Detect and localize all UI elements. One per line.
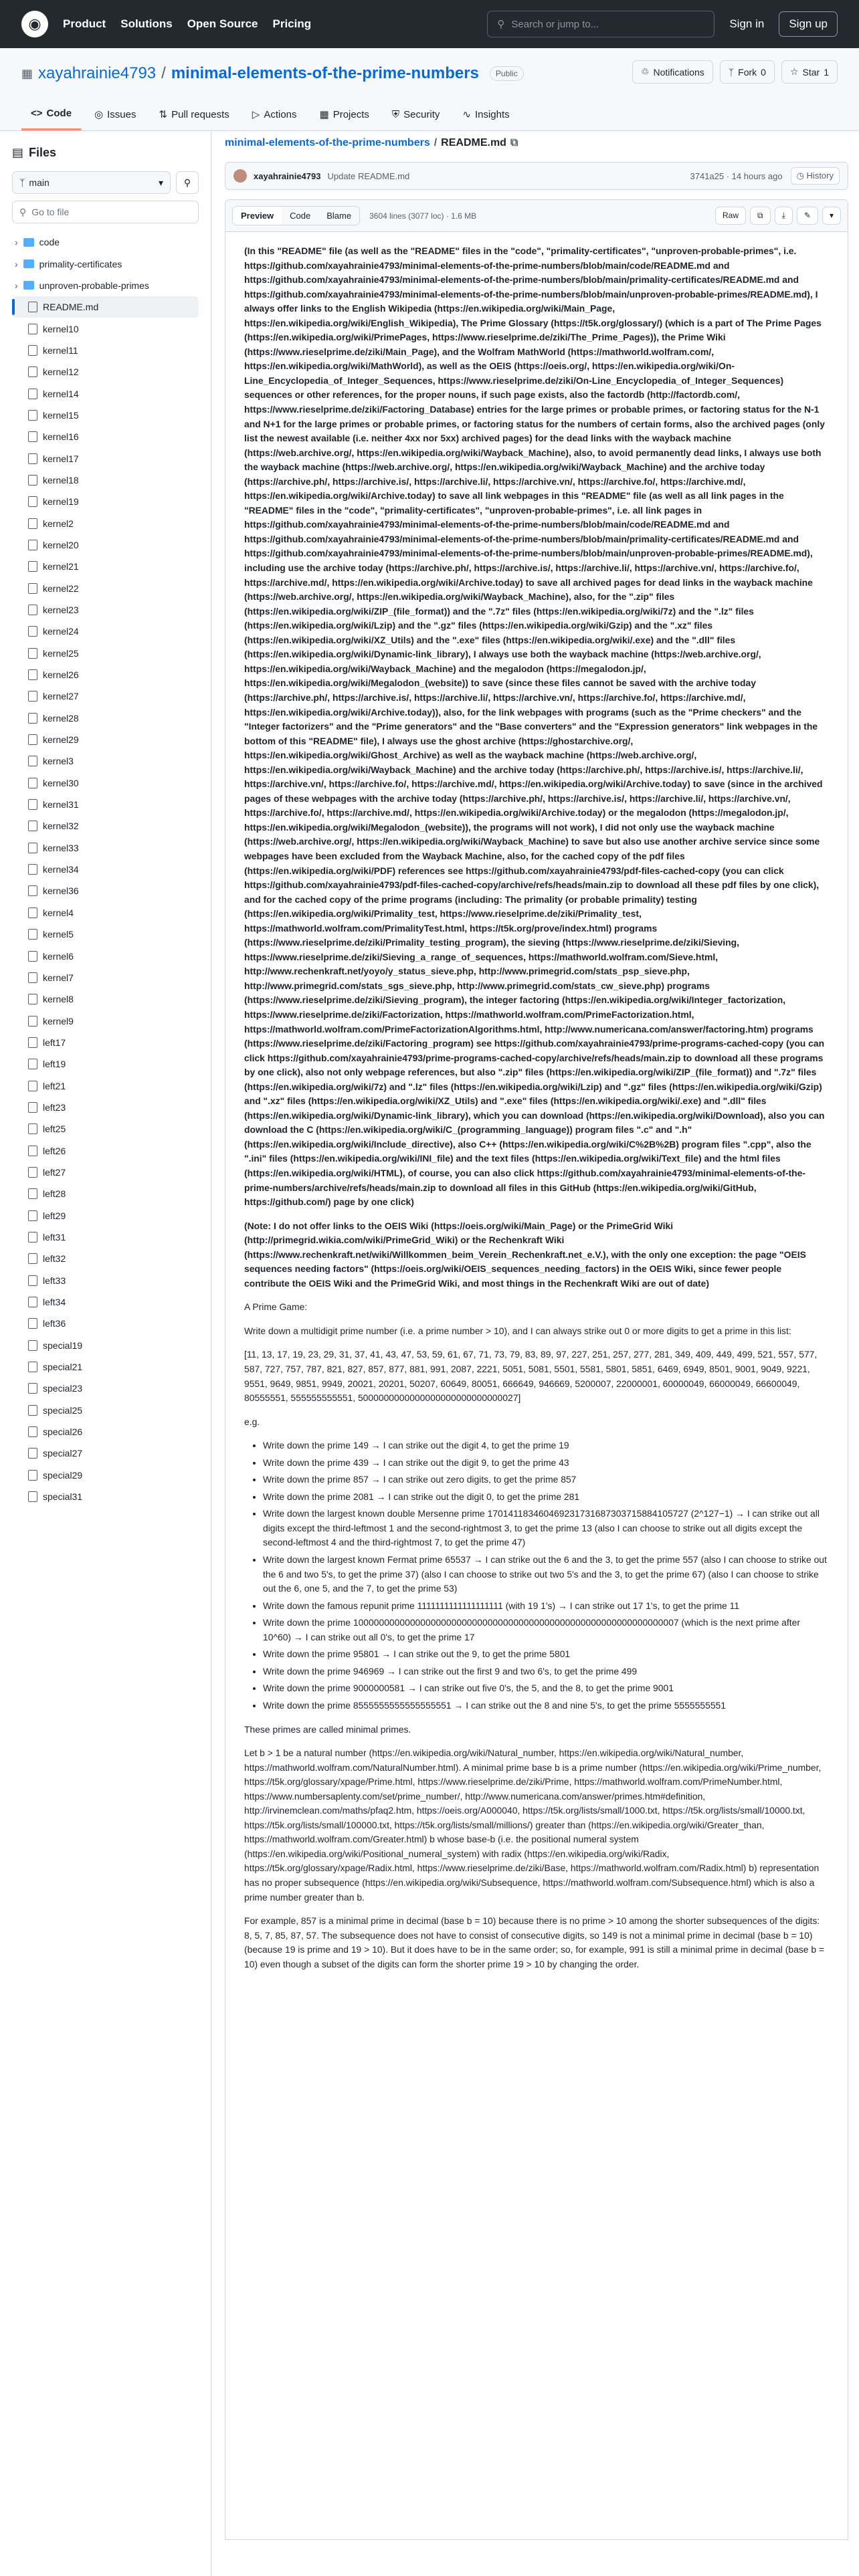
- file-icon: [28, 496, 37, 507]
- file-icon: [28, 1275, 37, 1286]
- tab-actions[interactable]: ▷ Actions: [252, 108, 297, 120]
- file-icon: [28, 1016, 37, 1027]
- search-input[interactable]: [487, 11, 714, 37]
- file-label: left26: [43, 1145, 66, 1156]
- file-label: kernel15: [43, 409, 79, 421]
- file-icon: [28, 1340, 37, 1351]
- folder-item[interactable]: [12, 231, 199, 253]
- file-item[interactable]: [12, 1140, 199, 1161]
- chevron-right-icon: ›: [15, 258, 18, 270]
- fork-icon: ᛉ: [728, 66, 735, 78]
- repo-icon: ▦: [21, 66, 33, 80]
- file-icon: [28, 1188, 37, 1199]
- folder-label: unproven-probable-primes: [39, 280, 149, 291]
- file-item[interactable]: [12, 383, 199, 404]
- file-meta: 3604 lines (3077 loc) · 1.6 MB: [369, 211, 477, 221]
- file-icon: [28, 1123, 37, 1134]
- tab-pull-requests[interactable]: ⇅ Pull requests: [159, 108, 229, 120]
- file-item[interactable]: [12, 340, 199, 361]
- go-to-file-input[interactable]: ⚲ Go to file: [12, 201, 199, 223]
- file-label: kernel21: [43, 561, 79, 572]
- file-label: left21: [43, 1080, 66, 1091]
- file-label: kernel7: [43, 972, 74, 983]
- file-sidebar: [0, 131, 211, 2576]
- example-item: • Write down the prime 100000000000000000000000000000000000000000000000000000000000007 (which is the next prime after 10^60) → I can strike out all 0's, to get the prime 17: [263, 1616, 829, 1644]
- file-icon: [28, 1318, 37, 1329]
- folder-icon: [23, 281, 34, 290]
- edit-icon[interactable]: ✎: [797, 207, 818, 225]
- file-item[interactable]: [12, 1421, 199, 1442]
- file-item[interactable]: [12, 405, 199, 426]
- example-item: • Write down the prime 8555555555555555551 → I can strike out the 8 and nine 5's, to get the prime 5555555551: [263, 1699, 829, 1713]
- file-label: kernel9: [43, 1015, 74, 1027]
- file-item[interactable]: [12, 512, 199, 534]
- file-item[interactable]: [12, 556, 199, 577]
- branch-icon: ᛉ: [19, 177, 25, 188]
- breadcrumb: minimal-elements-of-the-prime-numbers / README.md ⧉: [225, 137, 518, 148]
- file-icon: [28, 669, 37, 680]
- file-item[interactable]: [12, 1183, 199, 1204]
- file-item[interactable]: [12, 708, 199, 729]
- file-label: kernel23: [43, 605, 79, 616]
- file-label: kernel36: [43, 885, 79, 897]
- file-label: kernel6: [43, 950, 74, 962]
- file-item[interactable]: [12, 1270, 199, 1291]
- file-item[interactable]: [12, 469, 199, 491]
- file-label: kernel16: [43, 431, 79, 443]
- file-icon: [28, 972, 37, 983]
- breadcrumb-repo-link[interactable]: minimal-elements-of-the-prime-numbers: [225, 137, 430, 148]
- file-icon: [28, 951, 37, 962]
- file-icon: [28, 1383, 37, 1394]
- example-item: • Write down the prime 2081 → I can strike out the digit 0, to get the prime 281: [263, 1490, 829, 1505]
- file-item[interactable]: [12, 1486, 199, 1507]
- repo-name-link[interactable]: minimal-elements-of-the-prime-numbers: [171, 64, 479, 82]
- file-item[interactable]: [12, 815, 199, 837]
- file-icon: [28, 1232, 37, 1243]
- shield-icon: ⛨: [391, 108, 400, 120]
- nav-product[interactable]: Product: [63, 17, 106, 30]
- file-label: kernel29: [43, 734, 79, 746]
- file-icon: [28, 1448, 37, 1459]
- file-item[interactable]: [12, 924, 199, 945]
- chevron-down-icon: ▾: [158, 177, 163, 188]
- file-item[interactable]: [12, 534, 199, 556]
- copy-raw-icon[interactable]: ⧉: [750, 207, 771, 225]
- file-icon: [28, 431, 37, 442]
- file-icon: [28, 410, 37, 421]
- file-item[interactable]: [12, 1053, 199, 1075]
- file-icon: [28, 1037, 37, 1048]
- examples-list: [263, 1438, 829, 1713]
- file-tree: [12, 231, 199, 1507]
- file-icon: [28, 648, 37, 659]
- file-icon: [28, 540, 37, 550]
- code-tab[interactable]: Code: [290, 211, 311, 221]
- folder-label: primality-certificates: [39, 258, 122, 270]
- file-item[interactable]: [12, 1032, 199, 1053]
- tab-security[interactable]: ⛨ Security: [391, 108, 440, 120]
- file-item[interactable]: [12, 837, 199, 859]
- file-label: kernel5: [43, 929, 74, 940]
- file-label: kernel14: [43, 388, 79, 399]
- file-icon: [28, 605, 37, 615]
- file-label: special25: [43, 1404, 83, 1416]
- file-icon: [28, 518, 37, 529]
- latest-commit-bar: [225, 162, 848, 190]
- file-label: special26: [43, 1426, 83, 1438]
- sign-in-link[interactable]: Sign in: [729, 17, 765, 30]
- file-label: special29: [43, 1469, 83, 1481]
- folder-icon: [23, 259, 34, 268]
- code-icon: <>: [31, 108, 43, 119]
- pull-request-icon: ⇅: [159, 109, 168, 120]
- top-header: [0, 0, 859, 48]
- file-label: kernel34: [43, 864, 79, 875]
- file-label: left36: [43, 1318, 66, 1329]
- graph-icon: ∿: [462, 109, 471, 120]
- tab-issues[interactable]: ◎ Issues: [94, 108, 136, 120]
- file-icon: [28, 453, 37, 464]
- minimal-primes-list: [11, 13, 17, 19, 23, 29, 31, 37, 41, 43, 47, 53, 59, 61, 67, 71, 73, 79, 83, 89, 97, 227, 251, 257, 277, 281, 349, 409, 449, 499, 521, 557, 577, 587, 727, 757, 787, 821, 827, 857, 877, 881, 991, 2087, 2221, 5051, 5081, 5501, 5581, 5801, 5851, 6469, 6949, 8501, 9001, 9049, 9221, 9551, 9649, 9851, 9949, 20021, 20201, 50207, 60649, 80051, 666649, 946669, 5200007, 22000001, 60000049, 66000049, 66600049, 80555551, 555555555551, 5000000000000000000000000000027]: [244, 1349, 818, 1404]
- file-icon: [28, 1405, 37, 1416]
- file-icon: [28, 756, 37, 766]
- more-icon[interactable]: ▾: [822, 207, 841, 225]
- file-label: left19: [43, 1059, 66, 1070]
- file-label: left33: [43, 1275, 66, 1286]
- file-item[interactable]: [12, 664, 199, 685]
- example-item: • Write down the prime 149 → I can strike out the digit 4, to get the prime 19: [263, 1438, 829, 1453]
- repo-path: ▦ xayahrainie4793 / minimal-elements-of-the-prime-numbers Public: [21, 64, 524, 83]
- file-item[interactable]: [12, 945, 199, 966]
- nav-open-source[interactable]: Open Source: [187, 17, 258, 30]
- nav-pricing[interactable]: Pricing: [272, 17, 312, 30]
- file-label: kernel8: [43, 994, 74, 1005]
- file-icon: [28, 1167, 37, 1178]
- file-item[interactable]: [12, 967, 199, 988]
- file-label: kernel2: [43, 518, 74, 529]
- sidebar-title: Files: [29, 145, 57, 159]
- minimal-primes-sentence: These primes are called minimal primes.: [244, 1723, 411, 1735]
- file-item[interactable]: [12, 1378, 199, 1399]
- visibility-badge: Public: [490, 66, 524, 81]
- table-icon: ▦: [319, 109, 329, 120]
- file-item[interactable]: [12, 1400, 199, 1421]
- file-item[interactable]: [12, 685, 199, 707]
- file-item[interactable]: [12, 643, 199, 664]
- example-item: • Write down the prime 439 → I can strike out the digit 9, to get the prime 43: [263, 1456, 829, 1471]
- commit-author[interactable]: xayahrainie4793: [254, 171, 321, 181]
- file-label: kernel33: [43, 842, 79, 853]
- star-button[interactable]: ☆ Star 1: [781, 60, 838, 84]
- file-item[interactable]: [12, 1162, 199, 1183]
- file-icon: [28, 778, 37, 788]
- breadcrumb-file: README.md: [441, 137, 506, 148]
- file-label: special19: [43, 1339, 83, 1351]
- folder-label: code: [39, 237, 60, 248]
- file-label: kernel28: [43, 712, 79, 724]
- file-label: left34: [43, 1297, 66, 1308]
- file-item[interactable]: [12, 296, 199, 318]
- fork-button[interactable]: ᛉ Fork 0: [720, 60, 775, 84]
- file-item[interactable]: [12, 426, 199, 447]
- bell-icon: ♲: [640, 66, 650, 77]
- file-item[interactable]: [12, 1442, 199, 1464]
- game-text: Write down a multidigit prime number (i.e. a prime number > 10), and I can always strike out 0 or more digits to get a prime in this list:: [244, 1325, 791, 1336]
- tab-insights[interactable]: ∿ Insights: [462, 108, 510, 120]
- file-label: kernel25: [43, 647, 79, 659]
- commit-hash[interactable]: 3741a25 · 14 hours ago: [690, 171, 783, 181]
- star-icon: ☆: [789, 66, 799, 77]
- issue-icon: ◎: [94, 109, 104, 120]
- file-label: kernel30: [43, 777, 79, 788]
- file-icon: [28, 1210, 37, 1221]
- file-icon: [28, 885, 37, 896]
- file-icon: [28, 302, 37, 312]
- file-icon: [28, 907, 37, 918]
- file-label: left23: [43, 1101, 66, 1113]
- folder-icon: [23, 238, 34, 247]
- file-label: kernel4: [43, 907, 74, 918]
- raw-button[interactable]: Raw: [715, 207, 746, 225]
- tab-projects[interactable]: ▦ Projects: [319, 108, 369, 120]
- file-label: kernel11: [43, 344, 78, 356]
- file-item[interactable]: [12, 1248, 199, 1269]
- game-title: A Prime Game:: [244, 1301, 308, 1313]
- file-label: kernel18: [43, 474, 79, 486]
- file-icon: [28, 475, 37, 486]
- search-icon: ⚲: [183, 177, 191, 188]
- file-label: left28: [43, 1188, 66, 1200]
- file-icon: [28, 1059, 37, 1069]
- branch-selector[interactable]: ᛉ main ▾: [12, 171, 171, 194]
- folder-item[interactable]: [12, 275, 199, 296]
- intro-paragraph: (In this "README" file (as well as the "README" files in the "code", "primality-certificates", "unproven-probable-primes", i.e. https://github.com/xayahrainie4793/minimal-elements-of-the-prime-numbers/blob/main/code/README.md and https://github.com/xayahrainie4793/minimal-elements-of-the-prime-numbers/blob/main/primality-certificates/README.md and https://github.com/xayahrainie4793/minimal-elements-of-the-prime-numbers/blob/main/unproven-probable-primes/README.md), I always offer links to the English Wikipedia (https://en.wikipedia.org/wiki/Main_Page, https://en.wikipedia.org/wiki/English_Wikipedia), The Prime Glossary (https://t5k.org/glossary/) (which is a part of The Prime Pages (https://en.wikipedia.org/wiki/PrimePages, https://www.rieselprime.de/ziki/The_Prime_Pages)), the Prime Wiki (https://www.rieselprime.de/ziki/Main_Page), and the Wolfram MathWorld (https://mathworld.wolfram.com/, https://en.wikipedia.org/wiki/MathWorld), as well as the OEIS (https://oeis.org/, https://en.wikipedia.org/wiki/On-Line_Encyclopedia_of_Integer_Sequences, https://www.rieselprime.de/ziki/On-Line_Encyclopedia_of_Integer_Sequences) sequences or other references, for the proper nouns, if such page exists, also the factordb (http://factordb.com/, https://www.rieselprime.de/ziki/Factoring_Database) entries for the large primes or probable primes, or factoring status for the N-1 and N+1 for the large primes or probable primes, or factoring status for the numbers of certain forms, also the archived pages (only list the newest available (i.e. neither 4xx nor 5xx) archived pages) for the dead links with the wayback machine (https://web.archive.org/, https://en.wikipedia.org/wiki/Wayback_Machine), also, to avoid permanently dead links, I always use both the wayback machine (https://web.archive.org/, https://en.wikipedia.org/wiki/Wayback_Machine) and the archive today (https://archive.ph/, https://archive.is/, https://archive.li/, https://archive.vn/, https://archive.fo/, https://archive.md/, https://en.wikipedia.org/wiki/Archive.today) to save all link webpages in this "README" file (as well as all link pages in the "README" files in the "code", "primality-certificates", "unproven-probable-primes", i.e. all link pages in https://github.com/xayahrainie4793/minimal-elements-of-the-prime-numbers/blob/main/code/README.md and https://github.com/xayahrainie4793/minimal-elements-of-the-prime-numbers/blob/main/primality-certificates/README.md and https://github.com/xayahrainie4793/minimal-elements-of-the-prime-numbers/blob/main/unproven-probable-primes/README.md), including use the archive today (https://archive.ph/, https://archive.is/, https://archive.li/, https://archive.vn/, https://archive.fo/, https://archive.md/, https://en.wikipedia.org/wiki/Archive.today) to save all archived pages for dead links in the wayback machine (https://web.archive.org/, https://en.wikipedia.org/wiki/Wayback_Machine), also, for the ".zip" files (https://en.wikipedia.org/wiki/ZIP_(file_format)) and the ".7z" files (https://en.wikipedia.org/wiki/7z) and the ".lz" files (https://en.wikipedia.org/wiki/Lzip) and the ".gz" files (https://en.wikipedia.org/wiki/Gzip) and the ".xz" files (https://en.wikipedia.org/wiki/XZ_Utils) and the ".exe" files (https://en.wikipedia.org/wiki/.exe) and the ".dll" files (https://en.wikipedia.org/wiki/Dynamic-link_library), I always use both the wayback machine (https://web.archive.org/, https://en.wikipedia.org/wiki/Wayback_Machine) and the megalodon (https://megalodon.jp/, https://en.wikipedia.org/wiki/Megalodon_(website)) to save (since these files cannot be saved with the archive today (https://archive.ph/, https://archive.is/, https://archive.li/, https://archive.vn/, https://archive.fo/, https://archive.md/, https://en.wikipedia.org/wiki/Archive.today)), also, for the link webpages with programs (such as the "Prime checkers" and the "Integer factorizers" and the "Prime generators" and the "Base converters" and the "Expression generators" link webpages in the bottom of this "README" file), I always use the ghost archive (https://ghostarchive.org/, https://en.wikipedia.org/wiki/Ghost_Archive) as well as the wayback machine (https://web.archive.org/, https://en.wikipedia.org/wiki/Wayback_Machine) and the archive today (https://archive.ph/, https://archive.is/, https://archive.li/, https://archive.vn/, https://archive.fo/, https://archive.md/, https://en.wikipedia.org/wiki/Archive.today) to save (since in the archived pages of these webpages with the archive today (https://archive.ph/, https://archive.is/, https://archive.li/, https://archive.vn/, https://archive.fo/, https://archive.md/, https://en.wikipedia.org/wiki/Archive.today) or the megalodon (https://megalodon.jp/, https://en.wikipedia.org/wiki/Megalodon_(website)), the programs will not work), I did not only use the wayback machine (https://web.archive.org/, https://en.wikipedia.org/wiki/Wayback_Machine) to save but also use another archive service since some webpages have been excluded from the Wayback Machine, also, for the cached copy of the pdf files (https://en.wikipedia.org/wiki/PDF) references see https://github.com/xayahrainie4793/pdf-files-cached-copy (you can click https://github.com/xayahrainie4793/pdf-files-cached-copy/archive/refs/heads/main.zip to download all these pdf files by one click), and for the cached copy of the prime programs (including: The primality (or probable primality) testing (https://en.wikipedia.org/wiki/Primality_test, https://www.rieselprime.de/ziki/Primality_test, https://mathworld.wolfram.com/PrimalityTest.html, https://t5k.org/prove/index.html) programs (https://www.rieselprime.de/ziki/Primality_testing_program), the sieving (https://www.rieselprime.de/ziki/Sieving, https://www.rieselprime.de/ziki/Sieving_a_range_of_sequences, https://mathworld.wolfram.com/Sieve.html, http://www.rechenkraft.net/yoyo/y_status_sieve.php, http://www.primegrid.com/stats_psp_sieve.php, http://www.primegrid.com/stats_sgs_sieve.php, http://www.primegrid.com/stats_cw_sieve.php) programs (https://www.rieselprime.de/ziki/Sieving_program), the integer factoring (https://en.wikipedia.org/wiki/Integer_factorization, https://www.rieselprime.de/ziki/Factorization, https://mathworld.wolfram.com/PrimeFactorization.html, https://mathworld.wolfram.com/PrimeFactorizationAlgorithms.html, http://www.numericana.com/answer/factoring.htm) programs (https://www.rieselprime.de/ziki/Factoring_program) see https://github.com/xayahrainie4793/prime-programs-cached-copy (you can click https://github.com/xayahrainie4793/prime-programs-cached-copy/archive/refs/heads/main.zip to download all these programs by one click), also not only webpage references, but also ".zip" files (https://en.wikipedia.org/wiki/ZIP_(file_format)) and ".7z" files (https://en.wikipedia.org/wiki/7z) and ".lz" files (https://en.wikipedia.org/wiki/Lzip) and ".gz" files (https://en.wikipedia.org/wiki/Gzip) and ".xz" files (https://en.wikipedia.org/wiki/XZ_Utils) and ".exe" files (https://en.wikipedia.org/wiki/.exe) and ".dll" files (https://en.wikipedia.org/wiki/Dynamic-link_library), which you can download (https://en.wikipedia.org/wiki/Download), also you can download the C (https://en.wikipedia.org/wiki/C_(programming_language)) program files ".c" and ".h" (https://en.wikipedia.org/wiki/Include_directive), also C++ (https://en.wikipedia.org/wiki/C%2B%2B) program files ".cpp", also the ".ini" files (https://en.wikipedia.org/wiki/INI_file) and the text files (https://en.wikipedia.org/wiki/Text_file) and the html files (https://en.wikipedia.org/wiki/HTML), of course, you can also click https://github.com/xayahrainie4793/minimal-elements-of-the-prime-numbers/archive/refs/heads/main.zip to download all files in this GitHub (https://en.wikipedia.org/wiki/GitHub, https://github.com/) page by one click): [244, 245, 825, 1208]
- repo-header: [0, 48, 859, 131]
- file-item[interactable]: [12, 988, 199, 1010]
- example-item: • Write down the largest known double Mersenne prime 170141183460469231731687303715884105727 (2^127−1) → I can strike out all digits except the third-leftmost 1 and the second-rightmost 3, to get the prime 13 (also I can choose to strike out all digits except the second-leftmost 4 and the third-rightmost 7, to get the prime 47): [263, 1507, 829, 1550]
- file-icon: [28, 1426, 37, 1437]
- file-item[interactable]: [12, 902, 199, 924]
- file-label: kernel27: [43, 691, 79, 702]
- sign-up-button[interactable]: Sign up: [779, 11, 838, 37]
- file-item[interactable]: [12, 1204, 199, 1226]
- file-label: kernel12: [43, 366, 79, 378]
- file-label: left25: [43, 1123, 66, 1135]
- file-icon: [28, 389, 37, 399]
- file-label: kernel31: [43, 799, 79, 811]
- file-label: left17: [43, 1037, 66, 1048]
- history-button[interactable]: ◷ History: [791, 167, 840, 185]
- file-label: special31: [43, 1491, 83, 1503]
- file-label: kernel17: [43, 453, 79, 464]
- file-item[interactable]: [12, 318, 199, 339]
- example-item: • Write down the prime 95801 → I can strike out the 9, to get the prime 5801: [263, 1647, 829, 1662]
- file-item[interactable]: [12, 1356, 199, 1378]
- file-item[interactable]: [12, 1226, 199, 1248]
- file-item[interactable]: [12, 750, 199, 772]
- file-icon: [28, 1470, 37, 1481]
- file-item[interactable]: [12, 772, 199, 794]
- file-item[interactable]: [12, 1097, 199, 1118]
- file-item[interactable]: [12, 621, 199, 642]
- file-icon: [28, 691, 37, 702]
- example-item: • Write down the famous repunit prime 1111111111111111111 (with 19 1's) → I can strike out 17 1's, to get the prime 11: [263, 1599, 829, 1614]
- preview-tab[interactable]: Preview: [233, 207, 282, 225]
- chevron-right-icon: ›: [15, 237, 18, 248]
- file-item[interactable]: [12, 1075, 199, 1096]
- main-content: [225, 131, 848, 2540]
- file-label: left32: [43, 1253, 66, 1265]
- file-icon: [28, 1297, 37, 1307]
- definition-paragraph: Let b > 1 be a natural number (https://en.wikipedia.org/wiki/Natural_number, https://en.wikipedia.org/wiki/Natural_number, https://mathworld.wolfram.com/NaturalNumber.html). A minimal prime base b is a prime number (https://en.wikipedia.org/wiki/Prime_number, https://t5k.org/glossary/xpage/Prime.html, https://www.rieselprime.de/ziki/Prime, https://mathworld.wolfram.com/PrimeNumber.html, https://www.numbersaplenty.com/set/prime_number/, http://www.numericana.com/answer/primes.htm#definition, http://irvinemclean.com/maths/pfaq2.htm, https://oeis.org/A000040, https://t5k.org/lists/small/1000.txt, https://t5k.org/lists/small/10000.txt, https://t5k.org/lists/small/100000.txt, https://t5k.org/lists/small/millions/) greater than (https://en.wikipedia.org/wiki/Greater_than, https://mathworld.wolfram.com/Greater.html) b whose base-b (i.e. the positional numeral system (https://en.wikipedia.org/wiki/Positional_numeral_system) with radix (https://en.wikipedia.org/wiki/Radix, https://t5k.org/glossary/xpage/Radix.html, https://www.rieselprime.de/ziki/Base, https://mathworld.wolfram.com/Radix.html) b) representation has no proper subsequence (https://en.wikipedia.org/wiki/Subsequence, https://mathworld.wolfram.com/Subsequence.html) which is also a prime number greater than b.: [244, 1747, 822, 1903]
- file-item[interactable]: [12, 1313, 199, 1334]
- file-icon: [28, 1362, 37, 1372]
- file-label: kernel24: [43, 626, 79, 637]
- search-icon: ⚲: [497, 19, 505, 30]
- star-count: 1: [824, 66, 829, 78]
- file-icon: [28, 1253, 37, 1264]
- file-label: kernel19: [43, 496, 79, 508]
- note-paragraph: (Note: I do not offer links to the OEIS Wiki (https://oeis.org/wiki/Main_Page) or the PrimeGrid Wiki (http://primegrid.wikia.com/wiki/PrimeGrid_Wiki) or the Rechenkraft Wiki (https://www.rechenkraft.net/wiki/Willkommen_beim_Verein_Rechenkraft.net_e.V.), with the only one exception: the page "OEIS sequences needing factors" (https://oeis.org/wiki/OEIS_sequences_needing_factors) in the OEIS Wiki, since fewer people contribute the OEIS Wiki and the PrimeGrid Wiki, and most things in the Rechenkraft Wiki are out of date): [244, 1220, 806, 1289]
- example-item: • Write down the prime 857 → I can strike out zero digits, to get the prime 857: [263, 1473, 829, 1487]
- sidebar-collapse-icon[interactable]: ▤: [12, 145, 24, 159]
- file-icon: [28, 799, 37, 810]
- folder-item[interactable]: [12, 253, 199, 274]
- file-icon: [28, 994, 37, 1004]
- nav-solutions[interactable]: Solutions: [120, 17, 173, 30]
- file-toolbar: [225, 200, 848, 232]
- chevron-right-icon: ›: [15, 280, 18, 291]
- search-placeholder: Search or jump to...: [511, 18, 599, 30]
- file-icon: [28, 1146, 37, 1156]
- file-item[interactable]: [12, 859, 199, 880]
- download-icon[interactable]: ⤓: [775, 207, 793, 225]
- file-item[interactable]: [12, 599, 199, 621]
- file-label: kernel10: [43, 323, 79, 334]
- file-icon: [28, 734, 37, 745]
- file-label: special23: [43, 1383, 83, 1394]
- search-files-button[interactable]: [176, 171, 199, 194]
- file-item[interactable]: [12, 578, 199, 599]
- readme-body: [225, 232, 848, 1993]
- file-viewer: [225, 199, 848, 2540]
- file-item[interactable]: [12, 1118, 199, 1140]
- file-icon: [28, 561, 37, 572]
- file-label: kernel20: [43, 539, 79, 550]
- file-icon: [28, 1081, 37, 1091]
- file-item[interactable]: [12, 491, 199, 512]
- file-label: kernel26: [43, 669, 79, 681]
- file-item[interactable]: [12, 794, 199, 815]
- file-label: kernel3: [43, 756, 74, 767]
- file-label: left29: [43, 1210, 66, 1221]
- notifications-button[interactable]: ♲ Notifications: [632, 60, 713, 84]
- github-logo-icon[interactable]: ◉: [21, 11, 48, 37]
- file-item[interactable]: [12, 1465, 199, 1486]
- example-item: • Write down the prime 946969 → I can strike out the first 9 and two 6's, to get the prime 499: [263, 1665, 829, 1679]
- file-item[interactable]: [12, 361, 199, 383]
- example-item: • Write down the prime 9000000581 → I can strike out five 0's, the 5, and the 8, to get the prime 9001: [263, 1681, 829, 1696]
- file-icon: [28, 713, 37, 724]
- file-item[interactable]: [12, 729, 199, 750]
- file-item[interactable]: [12, 1291, 199, 1313]
- file-icon: [28, 1491, 37, 1502]
- example-item: • Write down the largest known Fermat prime 65537 → I can strike out the 6 and the 3, to get the prime 557 (also I can choose to strike out the 6 and two 5's, to get the prime 37) (also I can choose to strike out two 5's and the 3, to get the prime 67) (also I can choose to strike out the 6, one 5, and the 7, to get the prime 53): [263, 1553, 829, 1596]
- file-label: special27: [43, 1448, 83, 1459]
- tab-code[interactable]: <> Code: [21, 101, 81, 130]
- play-icon: ▷: [252, 109, 260, 120]
- file-icon: [28, 366, 37, 377]
- file-icon: [28, 324, 37, 334]
- file-icon: [28, 626, 37, 637]
- file-icon: [28, 864, 37, 875]
- file-item[interactable]: [12, 1010, 199, 1031]
- file-icon: [28, 1102, 37, 1113]
- avatar[interactable]: [233, 169, 247, 183]
- file-item[interactable]: [12, 880, 199, 901]
- file-icon: [28, 843, 37, 853]
- file-label: left31: [43, 1231, 66, 1243]
- file-label: special21: [43, 1362, 83, 1373]
- file-item[interactable]: [12, 1335, 199, 1356]
- fork-count: 0: [761, 66, 766, 78]
- copy-icon[interactable]: ⧉: [510, 137, 518, 148]
- repo-tabs: [21, 101, 519, 130]
- file-icon: [28, 345, 37, 356]
- file-icon: [28, 583, 37, 594]
- example-paragraph: For example, 857 is a minimal prime in decimal (base b = 10) because there is no prime > 10 among the shorter subsequences of the digits: 8, 5, 7, 85, 87, 57. The subsequence does not have to consist of consecutive digits, so 149 is not a minimal prime in decimal (base b = 10) (because 19 is prime and 19 > 10). But it does have to be in the same order; so, for example, 991 is still a minimal prime in decimal (base b = 10) even though a subset of the digits can form the shorter prime 19 > 10 by changing the order.: [244, 1915, 825, 1969]
- blame-tab[interactable]: Blame: [326, 211, 352, 221]
- repo-owner-link[interactable]: xayahrainie4793: [38, 64, 157, 82]
- file-icon: [28, 929, 37, 940]
- file-icon: [28, 821, 37, 831]
- eg-label: e.g.: [244, 1416, 260, 1427]
- file-label: kernel32: [43, 821, 79, 832]
- file-label: kernel22: [43, 582, 79, 594]
- search-icon: ⚲: [19, 206, 27, 217]
- file-item[interactable]: [12, 447, 199, 469]
- commit-message[interactable]: Update README.md: [327, 171, 410, 181]
- file-label: README.md: [43, 302, 99, 313]
- file-label: left27: [43, 1166, 66, 1178]
